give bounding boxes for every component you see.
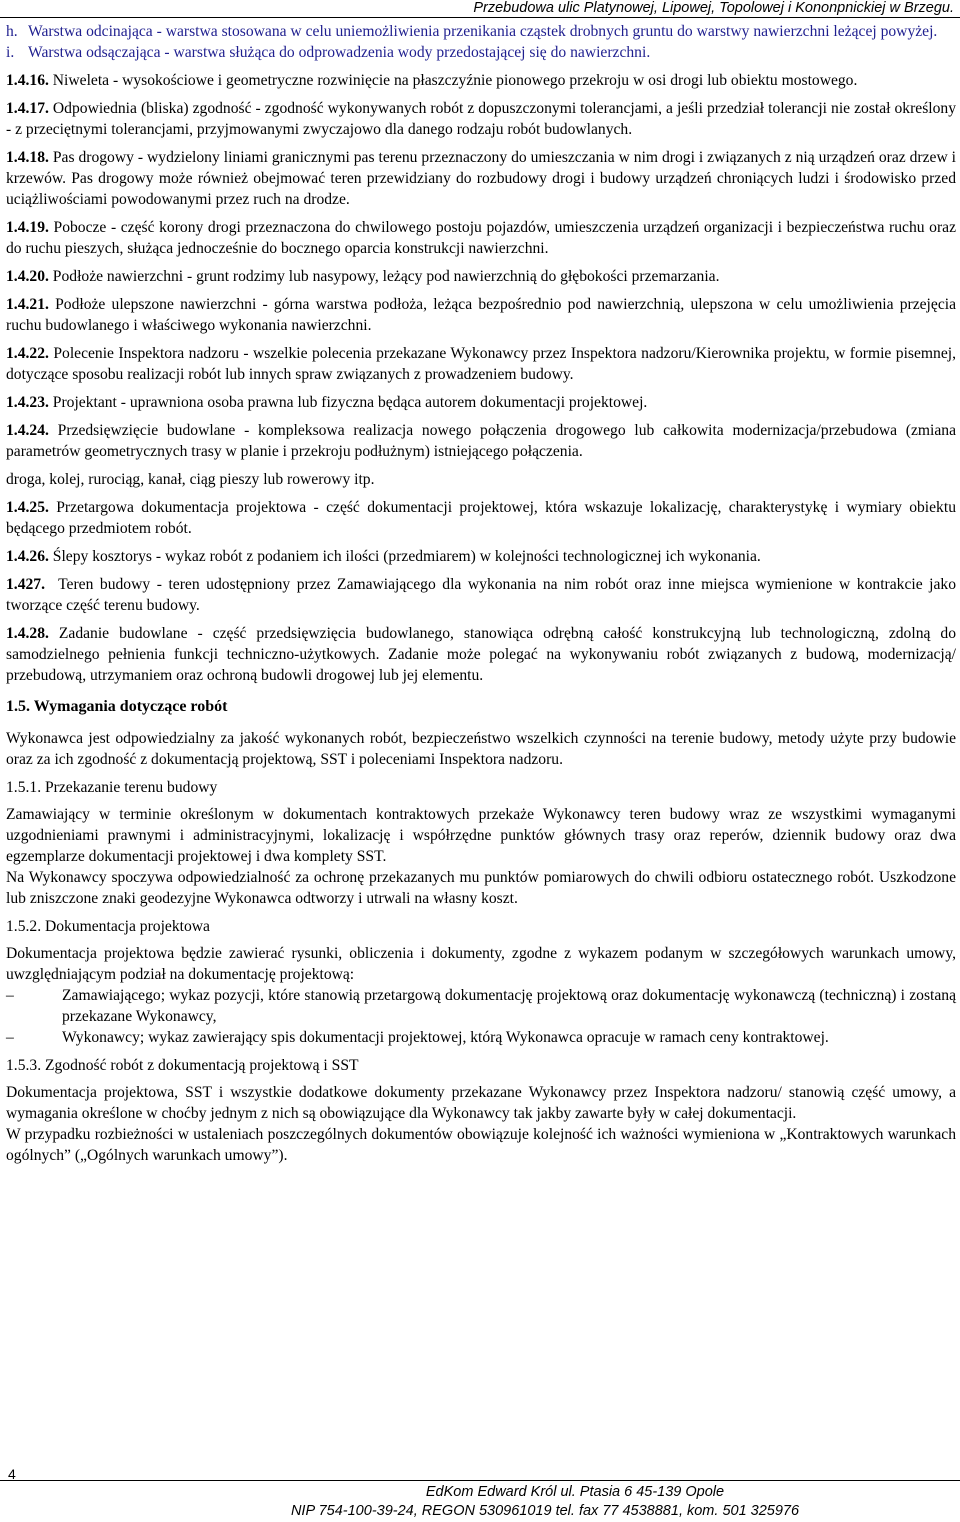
definition-1-4-20 [6, 266, 956, 287]
definition-1-4-19 [6, 217, 956, 259]
definition-number: 1.4.18. [6, 149, 49, 166]
definition-1-4-21 [6, 294, 956, 336]
list-letter: i. [6, 44, 15, 61]
subsection-title-1-5-3: 1.5.3. Zgodność robót z dokumentacją projektową i SST [6, 1057, 359, 1074]
running-header: Przebudowa ulic Platynowej, Lipowej, Topolowej i Kononpnickiej w Brzegu. [473, 0, 954, 16]
footer-divider [0, 1480, 960, 1481]
dash-item-text: Wykonawcy; wykaz zawierający spis dokumentacji projektowej, którą Wykonawca opracuje w ramach ceny kontraktowej. [62, 1029, 829, 1046]
subsection-paragraph: Zamawiający w terminie określonym w dokumentach kontraktowych przekaże Wykonawcy teren budowy wraz ze wszystkimi wymaganymi uzgodnieniami prawnymi i administracyjnymi, lokalizację i współrzędne punktów głównych trasy oraz reperów, dziennik budowy oraz dwa egzemplarze dokumentacji projektowej i dwa komplety SST. [6, 806, 956, 865]
definition-1-4-26 [6, 546, 956, 567]
definition-text: Przedsięwzięcie budowlane - kompleksowa realizacja nowego połączenia drogowego lub całkowita modernizacja/przebudowa (zmiana parametrów geometrycznych trasy w planie i przekroju podłużnym) istniejącego połączenia. [6, 422, 956, 460]
definition-1-4-28 [6, 623, 956, 686]
subsection-paragraph: W przypadku rozbieżności w ustaleniach poszczególnych dokumentów obowiązuje kolejność ich ważności wymieniona w „Kontraktowych warunkach ogólnych” („Ogólnych warunkach umowy”). [6, 1126, 956, 1164]
definition-number: 1.4.19. [6, 219, 49, 236]
subsection-title-1-5-1: 1.5.1. Przekazanie terenu budowy [6, 779, 218, 796]
definition-text: Podłoże ulepszone nawierzchni - górna warstwa podłoża, leżąca bezpośrednio pod nawierzchnią, ulepszona w celu umożliwienia przejęcia ruchu budowlanego i właściwego wykonania nawierzchni. [6, 296, 956, 334]
dash-item-text: Zamawiającego; wykaz pozycji, które stanowią przetargową dokumentację projektową oraz dokumentację wykonawczą (techniczną) i zostaną przekazane Wykonawcy, [62, 987, 956, 1025]
definition-number: 1.4.23. [6, 394, 49, 411]
subsection-paragraph: Na Wykonawcy spoczywa odpowiedzialność za ochronę przekazanych mu punktów pomiarowych do chwili odbioru ostatecznego robót. Uszkodzone lub zniszczone znaki geodezyjne Wykonawca odtworzy i utrwali na własny koszt. [6, 869, 956, 907]
definition-number: 1.427. [6, 576, 45, 593]
definition-number: 1.4.22. [6, 345, 49, 362]
definition-1-4-25 [6, 497, 956, 539]
definition-text: Projektant - uprawniona osoba prawna lub fizyczna będąca autorem dokumentacji projektowej. [52, 394, 648, 411]
definition-text: Teren budowy - teren udostępniony przez Zamawiającego dla wykonania na nim robót oraz inne miejsca wymienione w kontrakcie jako tworzące część terenu budowy. [6, 576, 957, 614]
subsection-paragraph: Dokumentacja projektowa, SST i wszystkie dodatkowe dokumenty przekazane Wykonawcy przez Inspektora nadzoru/ stanowią część umowy, a wymagania określone w choćby jednym z nich są obowiązujące dla Wykonawcy tak jakby zawarte były w całej dokumentacji. [6, 1084, 956, 1122]
header-divider [0, 17, 960, 18]
definition-1-4-22 [6, 343, 956, 385]
list-text: Warstwa odcinająca - warstwa stosowana w celu uniemożliwienia przenikania cząstek drobnych gruntu do warstwy nawierzchni leżącej powyżej. [28, 23, 938, 40]
definition-number: 1.4.21. [6, 296, 49, 313]
definition-1-4-23 [6, 392, 956, 413]
definition-text: droga, kolej, rurociąg, kanał, ciąg pieszy lub rowerowy itp. [6, 471, 375, 488]
definition-1-4-27 [6, 574, 956, 616]
list-item-i [6, 42, 956, 63]
subsection-paragraph: Dokumentacja projektowa będzie zawierać rysunki, obliczenia i dokumenty, zgodne z wykazem podanym w szczegółowych warunkach umowy, uwzględniającym podział na dokumentację projektową: [6, 945, 956, 983]
definition-1-4-16 [6, 70, 956, 91]
definition-text: Niweleta - wysokościowe i geometryczne rozwinięcie na płaszczyźnie pionowego przekroju w osi drogi lub obiektu mostowego. [52, 72, 858, 89]
definition-number: 1.4.17. [6, 100, 49, 117]
definition-text: Przetargowa dokumentacja projektowa - część dokumentacji projektowej, która wskazuje lokalizację, charakterystykę i wymiary obiektu będącego przedmiotem robót. [6, 499, 956, 537]
list-letter: h. [6, 23, 18, 40]
page-number: 4 [8, 1466, 16, 1482]
definition-text: Ślepy kosztorys - wykaz robót z podaniem ich ilości (przedmiarem) w kolejności technologicznej ich wykonania. [52, 548, 761, 565]
section-intro: Wykonawca jest odpowiedzialny za jakość wykonanych robót, bezpieczeństwo wszelkich czynności na terenie budowy, metody użyte przy budowie oraz za ich zgodność z dokumentacją projektową, SST i poleceniami Inspektora nadzoru. [6, 730, 956, 768]
definition-1-4-17 [6, 98, 956, 140]
section-title: 1.5. Wymagania dotyczące robót [6, 698, 228, 715]
definition-1-4-18 [6, 147, 956, 210]
dash-bullet: – [6, 1029, 14, 1046]
definition-number: 1.4.28. [6, 625, 49, 642]
definition-text: Odpowiednia (bliska) zgodność - zgodność wykonywanych robót z dopuszczonymi tolerancjami, a jeśli przedział tolerancji nie został określony - z przeciętnymi tolerancjami, przyjmowanymi zwyczajowo dla danego rodzaju robót budowlanych. [6, 100, 956, 138]
definition-1-4-24 [6, 420, 956, 462]
definition-number: 1.4.26. [6, 548, 49, 565]
page-body [6, 21, 956, 1173]
definition-text: Pas drogowy - wydzielony liniami granicznymi pas terenu przeznaczony do umieszczania w nim drogi i związanych z nią urządzeń oraz drzew i krzewów. Pas drogowy może również obejmować teren przewidziany do rozbudowy drogi i budowy urządzeń chroniących ludzi i środowisko przed uciążliwościami powodowanymi przez ruch na drodze. [6, 149, 956, 208]
footer-contact: NIP 754-100-39-24, REGON 530961019 tel. fax 77 4538881, kom. 501 325976 [290, 1503, 800, 1519]
definition-text: Zadanie budowlane - część przedsięwzięcia budowlanego, stanowiąca odrębną całość konstrukcyjną lub technologiczną, zdolną do samodzielnego pełnienia funkcji techniczno-użytkowych. Zadanie może polegać na wykonywaniu robót związanych z budową, modernizacją/ przebudową, utrzymaniem oraz ochroną budowli drogowej lub jej elementu. [6, 625, 956, 684]
dash-list-item [6, 985, 956, 1027]
definition-number: 1.4.24. [6, 422, 49, 439]
definition-number: 1.4.20. [6, 268, 49, 285]
definition-continuation [6, 469, 956, 490]
definition-text: Pobocze - część korony drogi przeznaczona do chwilowego postoju pojazdów, umieszczenia urządzeń organizacji i bezpieczeństwa ruchu oraz do ruchu pieszych, służąca jednocześnie do bocznego oparcia konstrukcji nawierzchni. [6, 219, 956, 257]
list-text: Warstwa odsączająca - warstwa służąca do odprowadzenia wody przedostającej się do nawierzchni. [28, 44, 651, 61]
dash-list-item [6, 1027, 956, 1048]
list-item-h [6, 21, 956, 42]
dash-bullet: – [6, 987, 14, 1004]
footer-company: EdKom Edward Król ul. Ptasia 6 45-139 Opole [425, 1484, 725, 1500]
definition-number: 1.4.25. [6, 499, 49, 516]
definition-text: Polecenie Inspektora nadzoru - wszelkie polecenia przekazane Wykonawcy przez Inspektora nadzoru/Kierownika projektu, w formie pisemnej, dotyczące sposobu realizacji robót lub innych spraw związanych z prowadzeniem budowy. [6, 345, 956, 383]
definition-number: 1.4.16. [6, 72, 49, 89]
subsection-title-1-5-2: 1.5.2. Dokumentacja projektowa [6, 918, 210, 935]
definition-text: Podłoże nawierzchni - grunt rodzimy lub nasypowy, leżący pod nawierzchnią do głębokości przemarzania. [52, 268, 720, 285]
